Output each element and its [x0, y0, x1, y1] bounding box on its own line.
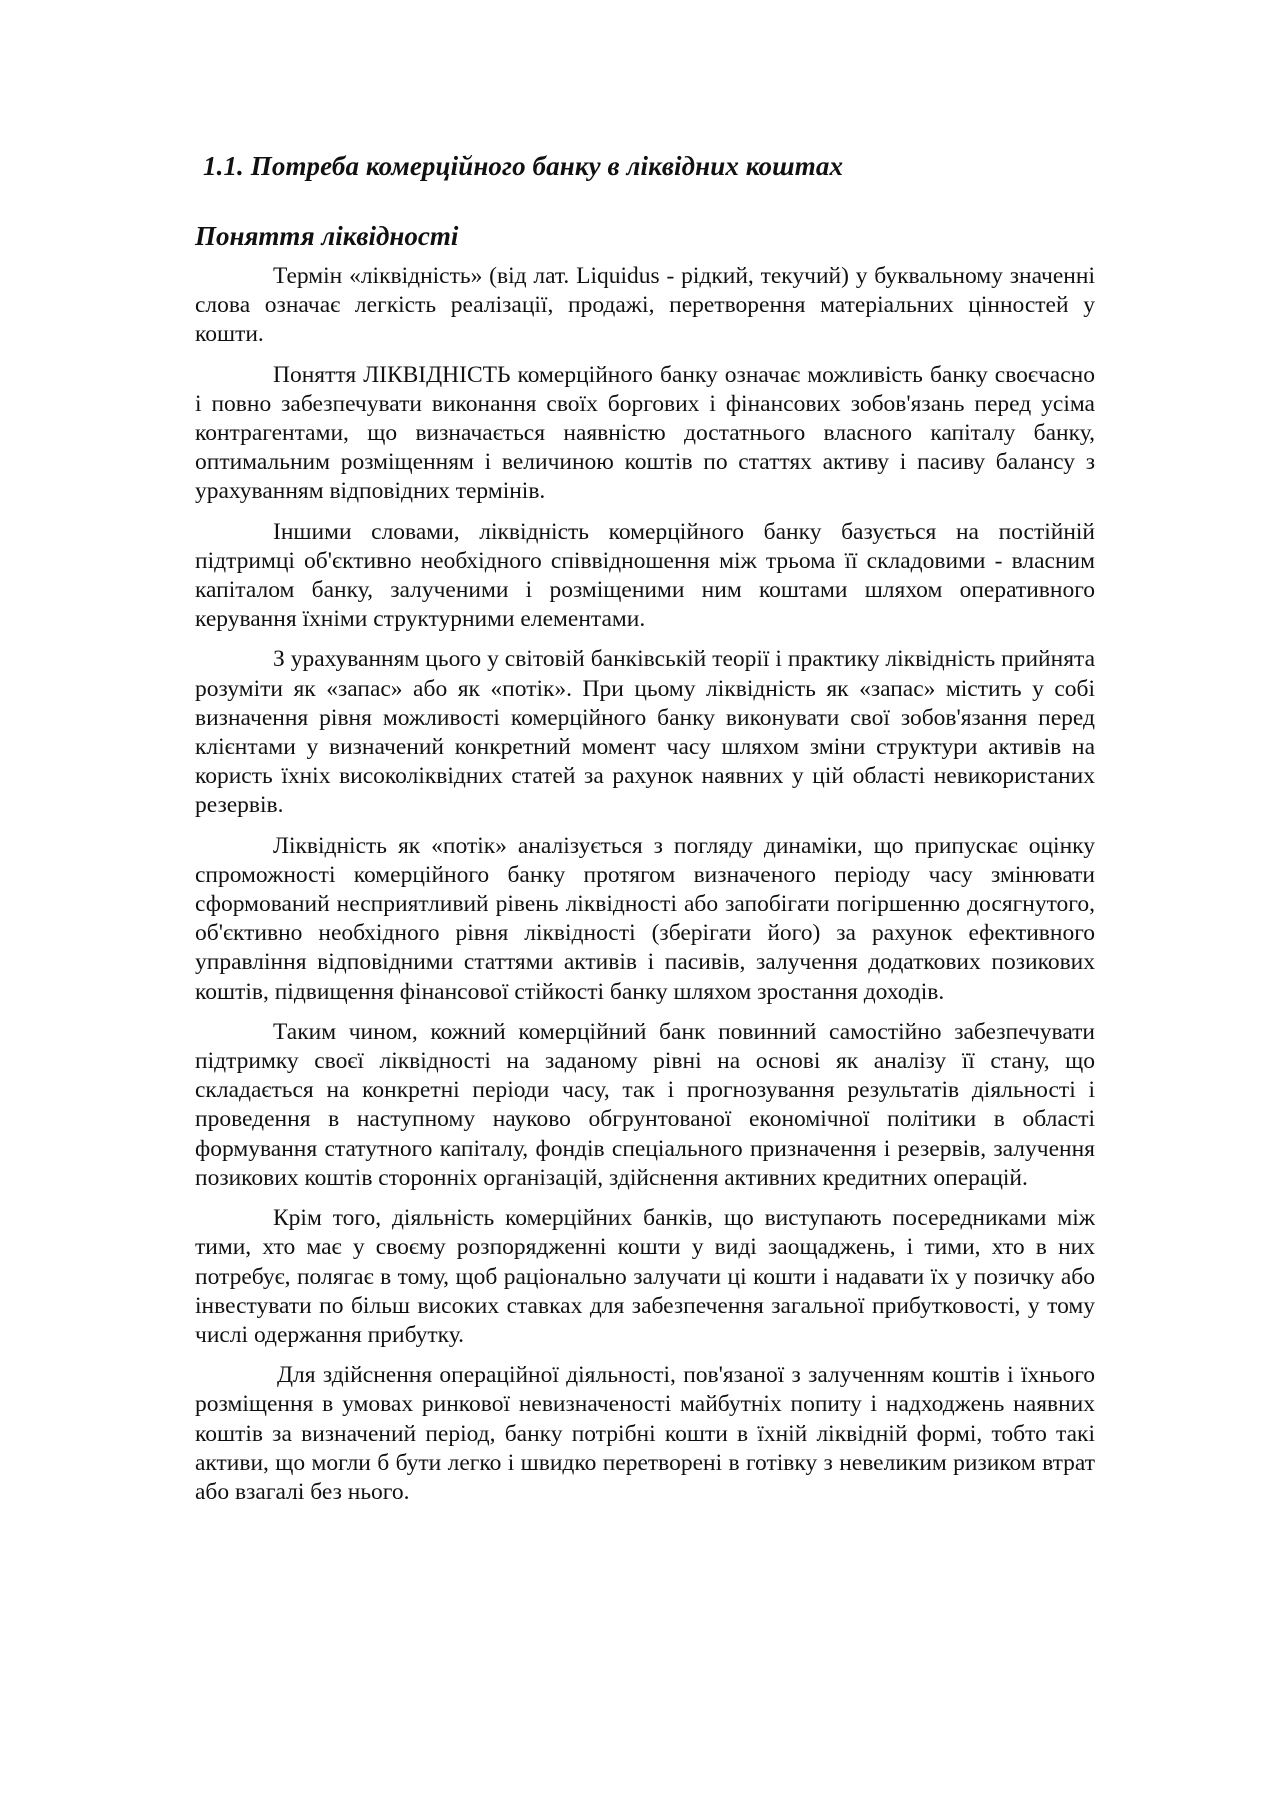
paragraph-operational-needs: Для здійснення операційної діяльності, пов'язаної з залученням коштів і їхнього розміщення в умовах ринкової невизначеності майбутніх попиту і надходжень наявних коштів за визначений період, банку потрібні кошти в їхній ліквідній формі, тобто такі активи, що могли б бути легко і швидко перетворені в готівку з невеликим ризиком втрат або взагалі без нього.	[195, 1362, 1095, 1505]
paragraph-stock-flow: З урахуванням цього у світовій банківській теорії і практику ліквідність прийнята розуміти як «запас» або як «потік». При цьому ліквідність як «запас» містить у собі визначення рівня можливості комерційного банку виконувати свої зобов'язання перед клієнтами у визначений конкретний момент часу шляхом зміни структури активів на користь їхніх високоліквідних статей за рахунок наявних у цій області невикористаних резервів.	[195, 646, 1095, 819]
paragraph-bank-independence: Таким чином, кожний комерційний банк повинний самостійно забезпечувати підтримку своєї ліквідності на заданому рівні на основі як аналізу її стану, що складається на конкретні періоди часу, так і прогнозування результатів діяльності і проведення в наступному науково обгрунтованої економічної політики в області формування статутного капіталу, фондів спеціального призначення і резервів, залучення позикових коштів сторонніх організацій, здійснення активних кредитних операцій.	[195, 1018, 1095, 1191]
paragraph-liquidity-basis: Іншими словами, ліквідність комерційного банку базується на постійній підтримці об'єктивно необхідного співвідношення між трьома її складовими - власним капіталом банку, залученими і розміщеними ним коштами шляхом оперативного керування їхніми структурними елементами.	[195, 518, 1095, 633]
paragraph-flow-analysis: Ліквідність як «потік» аналізується з погляду динаміки, що припускає оцінку спроможності комерційного банку протягом визначеного періоду часу змінювати сформований несприятливий рівень ліквідності або запобігати погіршенню досягнутого, об'єктивно необхідного рівня ліквідності (зберігати його) за рахунок ефективного управління відповідними статтями активів і пасивів, залучення додаткових позикових коштів, підвищення фінансової стійкості банку шляхом зростання доходів.	[195, 832, 1095, 1005]
document-content	[195, 148, 1095, 1518]
paragraph-intermediary-role: Крім того, діяльність комерційних банків, що виступають посередниками між тими, хто має у своєму розпорядженні кошти у виді заощаджень, і тими, хто в них потребує, полягає в тому, щоб раціонально залучати ці кошти і надавати їх у позичку або інвестувати по більш високих ставках для забезпечення загальної прибутковості, у тому числі одержання прибутку.	[195, 1205, 1095, 1348]
paragraph-liquidity-concept: Поняття ЛІКВІДНІСТЬ комерційного банку означає можливість банку своєчасно і повно забезпечувати виконання своїх боргових і фінансових зобов'язань перед усіма контрагентами, що визначається наявністю достатнього власного капіталу банку, оптимальним розміщенням і величиною коштів по статтях активу і пасиву балансу з урахуванням відповідних термінів.	[195, 361, 1095, 505]
section-title: 1.1. Потреба комерційного банку в ліквідних коштах	[203, 151, 844, 181]
subsection-title: Поняття ліквідності	[195, 221, 459, 251]
paragraph-term-definition: Термін «ліквідність» (від лат. Liquidus - рідкий, текучий) у буквальному значенні слова означає легкість реалізації, продажі, перетворення матеріальних цінностей у кошти.	[195, 263, 1095, 348]
